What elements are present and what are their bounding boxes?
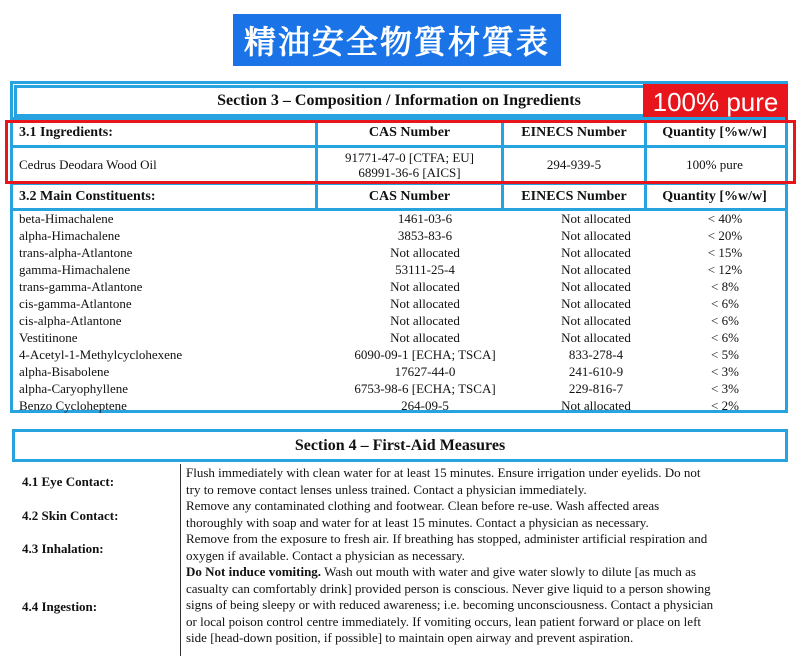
row-einecs: 241-610-9 (568, 364, 624, 379)
row-name: alpha-Bisabolene (19, 364, 110, 379)
row-qty: < 3% (711, 381, 739, 396)
row-cas: Not allocated (390, 296, 460, 311)
ingestion-text (186, 564, 786, 647)
ingestion-line-3: signs of being sleepy or with reduced awareness; i.e. becoming unconsciousness. Contact a physician (186, 597, 714, 612)
row-einecs: Not allocated (561, 228, 631, 243)
table-row (19, 245, 779, 262)
row-name: cis-alpha-Atlantone (19, 313, 122, 328)
table-row (19, 228, 779, 245)
section3-title: Section 3 – Composition / Information on Ingredients (14, 85, 784, 117)
skin-line-2: thoroughly with soap and water for at least 15 minutes. Contact a physician as necessary. (186, 514, 649, 530)
row-qty: < 8% (711, 279, 739, 294)
row-einecs: Not allocated (561, 245, 631, 260)
row-cas: 3853-83-6 (397, 228, 453, 243)
ingredients-header-name: 3.1 Ingredients: (19, 124, 113, 140)
highlight-box (5, 120, 796, 184)
eye-line-1: Flush immediately with clean water for at least 15 minutes. Ensure irrigation under eyelids. Do not (186, 465, 701, 480)
ingredient-einecs: 294-939-5 (546, 157, 602, 172)
table-row (19, 211, 779, 228)
table-row (19, 262, 779, 279)
row-qty: < 20% (707, 228, 743, 243)
row-name: alpha-Himachalene (19, 228, 121, 243)
ingestion-line-5: side [head-down position, if possible] to maintain open airway and prevent aspiration. (186, 630, 634, 645)
ingredient-cas-line1: 91771-47-0 [CTFA; EU] (344, 150, 475, 165)
row-name: alpha-Caryophyllene (19, 381, 129, 396)
row-einecs: 229-816-7 (568, 381, 624, 396)
ingestion-line-2: casualty can comfortably drink] provided person is conscious. Never give liquid to a person showing (186, 580, 711, 596)
inhalation-label: 4.3 Inhalation: (22, 541, 104, 556)
row-qty: < 15% (707, 245, 743, 260)
ingestion-line-1-rest: Wash out mouth with water and give water slowly to dilute [as much as (321, 564, 696, 579)
row-cas: 264-09-5 (401, 398, 449, 413)
table-row (19, 296, 779, 313)
inhalation-line-2: oxygen if available. Contact a physician as necessary. (186, 547, 465, 563)
row-qty: < 2% (711, 398, 739, 413)
row-qty: < 12% (707, 262, 743, 277)
ingestion-warning: Do Not induce vomiting. (186, 564, 322, 579)
row-cas: Not allocated (390, 313, 460, 328)
row-cas: 1461-03-6 (397, 211, 453, 226)
ingredients-header-cas: CAS Number (368, 124, 451, 140)
constituents-header-einecs: EINECS Number (521, 188, 627, 204)
row-name: Benzo Cycloheptene (19, 398, 127, 413)
row-cas: Not allocated (390, 330, 460, 345)
table-row (19, 330, 779, 347)
row-name: 4-Acetyl-1-Methylcyclohexene (19, 347, 183, 362)
row-name: beta-Himachalene (19, 211, 114, 226)
row-cas: Not allocated (390, 279, 460, 294)
table-row (19, 347, 779, 364)
ingredient-name: Cedrus Deodara Wood Oil (19, 157, 157, 172)
inhalation-line-1: Remove from the exposure to fresh air. If breathing has stopped, administer artificial respiration and (186, 531, 708, 546)
row-name: trans-gamma-Atlantone (19, 279, 143, 294)
eye-contact-text (186, 465, 786, 498)
ingredients-header-qty: Quantity [%w/w] (662, 124, 767, 140)
row-einecs: 833-278-4 (568, 347, 624, 362)
inhalation-text (186, 531, 786, 564)
table-row (19, 313, 779, 330)
table-row (19, 279, 779, 296)
row-einecs: Not allocated (561, 296, 631, 311)
constituents-header-name: 3.2 Main Constituents: (19, 188, 156, 204)
row-qty: < 5% (711, 347, 739, 362)
eye-contact-label: 4.1 Eye Contact: (22, 474, 115, 489)
row-einecs: Not allocated (561, 330, 631, 345)
table-row (19, 364, 779, 381)
row-einecs: Not allocated (561, 211, 631, 226)
row-cas: Not allocated (390, 245, 460, 260)
ingredient-cas-line2: 68991-36-6 [AICS] (358, 165, 461, 180)
ingestion-label: 4.4 Ingestion: (22, 599, 98, 614)
constituents-header-qty: Quantity [%w/w] (662, 188, 767, 204)
row-qty: < 6% (711, 330, 739, 345)
skin-line-1: Remove any contaminated clothing and footwear. Clean before re-use. Wash affected areas (186, 498, 660, 513)
first-aid-divider (180, 464, 181, 656)
row-qty: < 6% (711, 296, 739, 311)
row-einecs: Not allocated (561, 262, 631, 277)
ingestion-line-4: or local poison control centre immediately. If vomiting occurs, lean patient forward or place on left (186, 613, 702, 629)
skin-contact-text (186, 498, 786, 531)
row-name: cis-gamma-Atlantone (19, 296, 132, 311)
row-einecs: Not allocated (561, 279, 631, 294)
pure-badge: 100% pure (643, 84, 788, 120)
row-name: gamma-Himachalene (19, 262, 131, 277)
page-banner-title: 精油安全物質材質表 (233, 14, 561, 66)
row-cas: 6090-09-1 [ECHA; TSCA] (354, 347, 496, 362)
table-row (19, 381, 779, 398)
row-qty: < 40% (707, 211, 743, 226)
row-cas: 6753-98-6 [ECHA; TSCA] (354, 381, 496, 396)
row-name: trans-alpha-Atlantone (19, 245, 133, 260)
row-cas: 17627-44-0 (394, 364, 456, 379)
eye-line-2: try to remove contact lenses unless trained. Contact a physician immediately. (186, 481, 587, 497)
row-cas: 53111-25-4 (395, 262, 455, 277)
row-qty: < 6% (711, 313, 739, 328)
row-name: Vestitinone (19, 330, 78, 345)
row-einecs: Not allocated (561, 398, 631, 413)
ingredients-header-einecs: EINECS Number (521, 124, 627, 140)
skin-contact-label: 4.2 Skin Contact: (22, 508, 119, 523)
section4-title: Section 4 – First-Aid Measures (12, 429, 788, 462)
row-qty: < 3% (711, 364, 739, 379)
table-row (19, 398, 779, 415)
ingredient-qty: 100% pure (686, 157, 743, 172)
row-einecs: Not allocated (561, 313, 631, 328)
constituents-header-cas: CAS Number (368, 188, 451, 204)
ingestion-line-1 (186, 564, 786, 581)
